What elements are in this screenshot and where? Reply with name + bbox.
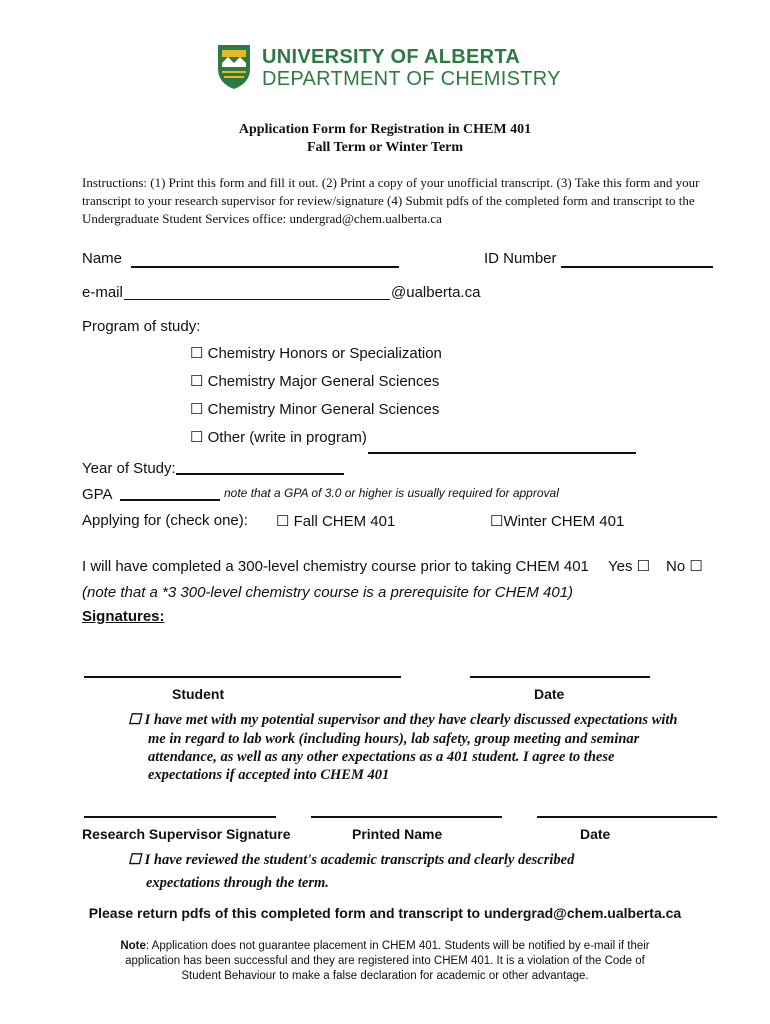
name-field[interactable] bbox=[131, 266, 399, 268]
student-signature-field[interactable] bbox=[84, 676, 401, 678]
date-label: Date bbox=[534, 686, 565, 702]
gpa-note: note that a GPA of 3.0 or higher is usually required for approval bbox=[224, 486, 559, 500]
university-name: UNIVERSITY OF ALBERTA bbox=[262, 46, 521, 68]
return-instruction: Please return pdfs of this completed form and transcript to undergrad@chem.ualberta.ca bbox=[88, 905, 682, 921]
supervisor-signature-field[interactable] bbox=[84, 816, 276, 818]
program-label: Program of study: bbox=[82, 318, 201, 335]
review-statement-text: expectations through the term. bbox=[146, 875, 329, 891]
printed-name-field[interactable] bbox=[311, 816, 502, 818]
gpa-label: GPA bbox=[82, 486, 113, 503]
program-option-honors[interactable]: ☐ Chemistry Honors or Specialization bbox=[190, 345, 442, 362]
email-label: e-mail bbox=[82, 284, 123, 301]
logo bbox=[216, 43, 252, 96]
student-date-field[interactable] bbox=[470, 676, 650, 678]
form-subtitle: Fall Term or Winter Term bbox=[306, 140, 464, 155]
signatures-heading: Signatures: bbox=[82, 608, 165, 625]
program-option-minor[interactable]: ☐ Chemistry Minor General Sciences bbox=[190, 401, 440, 418]
year-label: Year of Study: bbox=[82, 460, 176, 477]
gpa-field[interactable] bbox=[120, 499, 220, 501]
program-option-other[interactable]: ☐ Other (write in program) bbox=[190, 429, 367, 446]
note-line-3: Student Behaviour to make a false declaration for academic or other advantage. bbox=[181, 970, 589, 982]
email-suffix: @ualberta.ca bbox=[391, 284, 481, 301]
instructions: Instructions: (1) Print this form and fill it out. (2) Print a copy of your unofficial transcript. (3) Take this form and your transcript to your research supervisor for review/signature (4) Submit pdfs of the completed form and transcript to the Undergraduate Student Services office: undergrad@chem.ualberta.ca bbox=[82, 175, 700, 226]
note-line-2: application has been successful and they are registered into CHEM 401. It is a violation of the Code of bbox=[125, 955, 645, 967]
department-name: DEPARTMENT OF CHEMISTRY bbox=[262, 68, 561, 90]
other-program-field[interactable] bbox=[368, 452, 636, 454]
name-label: Name bbox=[82, 250, 123, 267]
university-crest-icon bbox=[216, 43, 252, 91]
note-line-1 bbox=[0, 940, 770, 952]
winter-option[interactable]: ☐Winter CHEM 401 bbox=[490, 513, 625, 530]
email-field[interactable] bbox=[124, 299, 390, 300]
program-option-major[interactable]: ☐ Chemistry Major General Sciences bbox=[190, 373, 440, 390]
supervisor-statement-text: me in regard to lab work (including hours), lab safety, group meeting and seminar bbox=[148, 731, 640, 747]
supervisor-statement-text: expectations if accepted into CHEM 401 bbox=[148, 767, 390, 783]
year-field[interactable] bbox=[176, 473, 344, 475]
prereq-note: (note that a *3 300-level chemistry course is a prerequisite for CHEM 401) bbox=[82, 584, 574, 601]
printed-name-label: Printed Name bbox=[352, 826, 443, 842]
supervisor-signature-label: Research Supervisor Signature bbox=[82, 826, 291, 842]
note-text: : Application does not guarantee placement in CHEM 401. Students will be notified by e-mail if their bbox=[145, 940, 650, 952]
fall-option[interactable]: ☐ Fall CHEM 401 bbox=[276, 513, 396, 530]
prereq-question: I will have completed a 300-level chemistry course prior to taking CHEM 401 bbox=[82, 558, 589, 575]
yes-option[interactable]: Yes ☐ bbox=[608, 558, 651, 575]
form-title: Application Form for Registration in CHEM 401 bbox=[238, 122, 532, 137]
id-field[interactable] bbox=[561, 266, 713, 268]
note-label: Note bbox=[120, 940, 146, 952]
supervisor-statement-text: attendance, as well as any other expectations as a 401 student. I agree to these bbox=[148, 749, 615, 765]
student-label: Student bbox=[172, 686, 225, 702]
no-option[interactable]: No ☐ bbox=[666, 558, 703, 575]
id-label: ID Number bbox=[484, 250, 557, 267]
supervisor-statement-checkbox[interactable]: ☐ I have met with my potential supervisor and they have clearly discussed expectations with bbox=[128, 712, 678, 728]
supervisor-date-field[interactable] bbox=[537, 816, 717, 818]
applying-label: Applying for (check one): bbox=[82, 512, 248, 529]
supervisor-date-label: Date bbox=[580, 826, 611, 842]
review-statement-checkbox[interactable]: ☐ I have reviewed the student's academic transcripts and clearly described bbox=[128, 852, 575, 868]
